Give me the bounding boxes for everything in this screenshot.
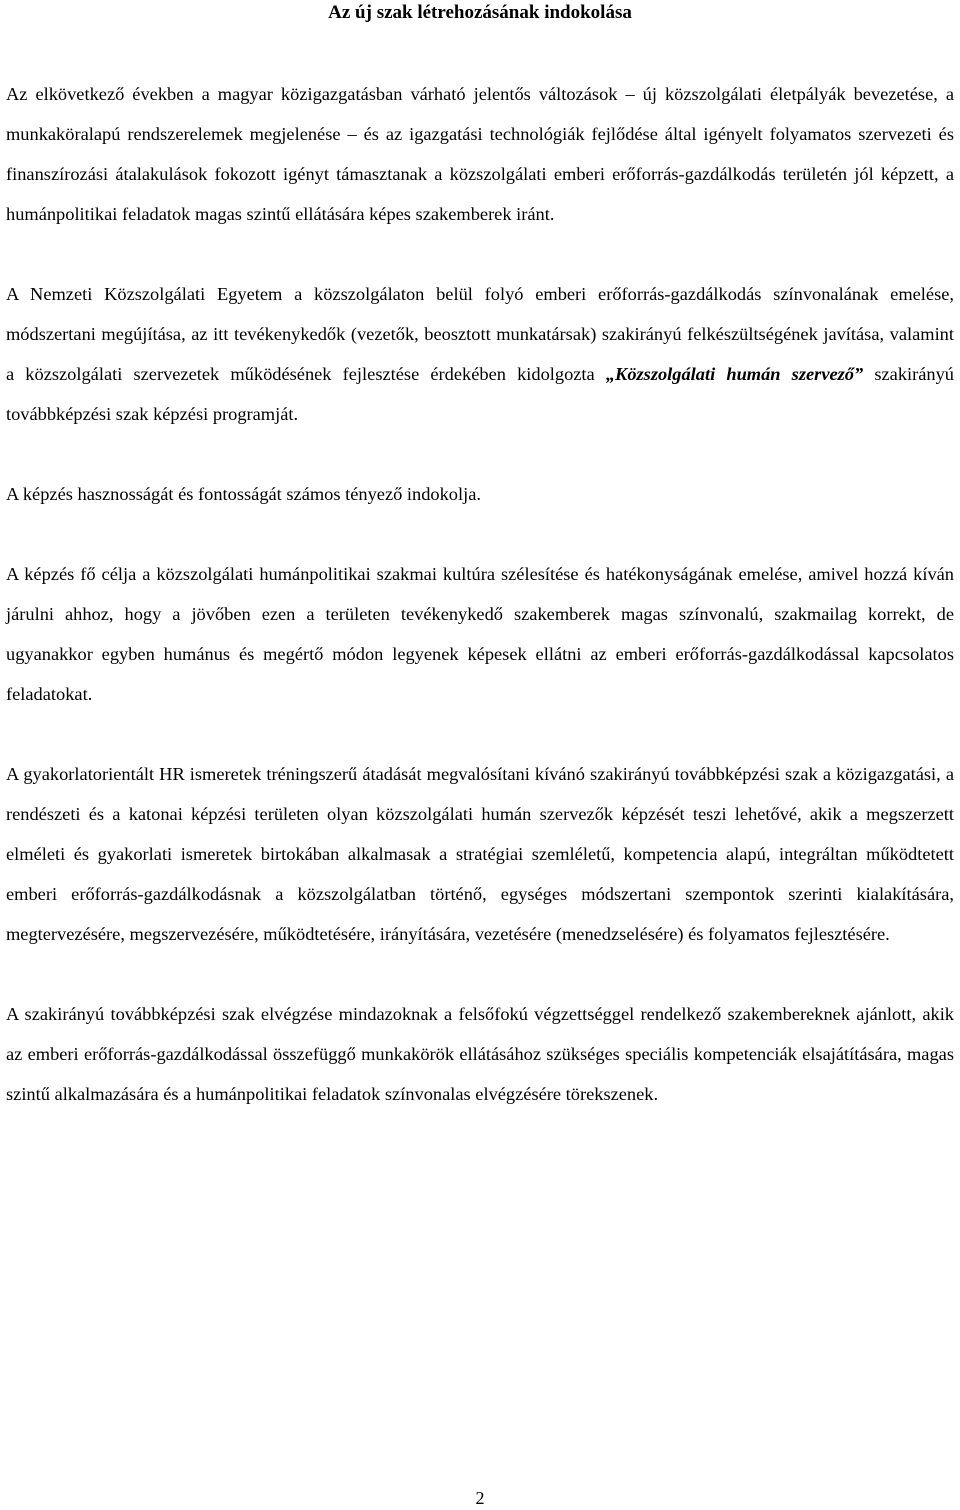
program-name-emphasis: „Közszolgálati humán szervező”	[605, 364, 864, 384]
paragraph-main-goal: A képzés fő célja a közszolgálati humánpolitikai szakmai kultúra szélesítése és hatékonyságának emelése, amivel hozzá kíván járulni ahhoz, hogy a jövőben ezen a területen tevékenykedő szakemberek magas színvonalú, szakmailag korrekt, de ugyanakkor egyben humánus és megértő módon legyenek képesek ellátni az emberi erőforrás-gazdálkodással kapcsolatos feladatokat.	[6, 564, 954, 704]
paragraph-intro: Az elkövetkező években a magyar közigazgatásban várható jelentős változások – új közszolgálati életpályák bevezetése, a munkaköralapú rendszerelemek megjelenése – és az igazgatási technológiák fejlődése által igényelt folyamatos szervezeti és finanszírozási átalakulások fokozott igényt támasztanak a közszolgálati emberi erőforrás-gazdálkodás területén jól képzett, a humánpolitikai feladatok magas szintű ellátására képes szakemberek iránt.	[6, 84, 954, 224]
paragraph-hr-practice: A gyakorlatorientált HR ismeretek tréningszerű átadását megvalósítani kívánó szakirányú továbbképzési szak a közigazgatási, a rendészeti és a katonai képzési területen olyan közszolgálati humán szervezők képzését teszi lehetővé, akik a megszerzett elméleti és gyakorlati ismeretek birtokában alkalmasak a stratégiai szemléletű, kompetencia alapú, integráltan működtetett emberi erőforrás-gazdálkodásnak a közszolgálatban történő, egységes módszertani szempontok szerinti kialakítására, megtervezésére, megszervezésére, működtetésére, irányítására, vezetésére (menedzselésére) és folyamatos fejlesztésére.	[6, 764, 954, 944]
paragraph-justification: A képzés hasznosságát és fontosságát számos tényező indokolja.	[6, 484, 481, 504]
document-page	[6, 0, 954, 1114]
paragraph-university-text-after: szakirányú továbbképzési szak képzési programját.	[6, 364, 954, 424]
document-title: Az új szak létrehozásának indokolása	[328, 2, 632, 23]
paragraph-target-audience: A szakirányú továbbképzési szak elvégzése mindazoknak a felsőfokú végzettséggel rendelkező szakembereknek ajánlott, akik az emberi erőforrás-gazdálkodással összefüggő munkakörök ellátásához szükséges speciális kompetenciák elsajátítására, magas szintű alkalmazására és a humánpolitikai feladatok színvonalas elvégzésére törekszenek.	[6, 1004, 954, 1104]
paragraph-university-text-before: A Nemzeti Közszolgálati Egyetem a közszolgálaton belül folyó emberi erőforrás-gazdálkodás színvonalának emelése, módszertani megújítása, az itt tevékenykedők (vezetők, beosztott munkatársak) szakirányú felkészültségének javítása, valamint a közszolgálati szervezetek működésének fejlesztése érdekében kidolgozta	[6, 284, 954, 384]
paragraph-university	[6, 274, 954, 434]
page-number: 2	[475, 1488, 485, 1508]
